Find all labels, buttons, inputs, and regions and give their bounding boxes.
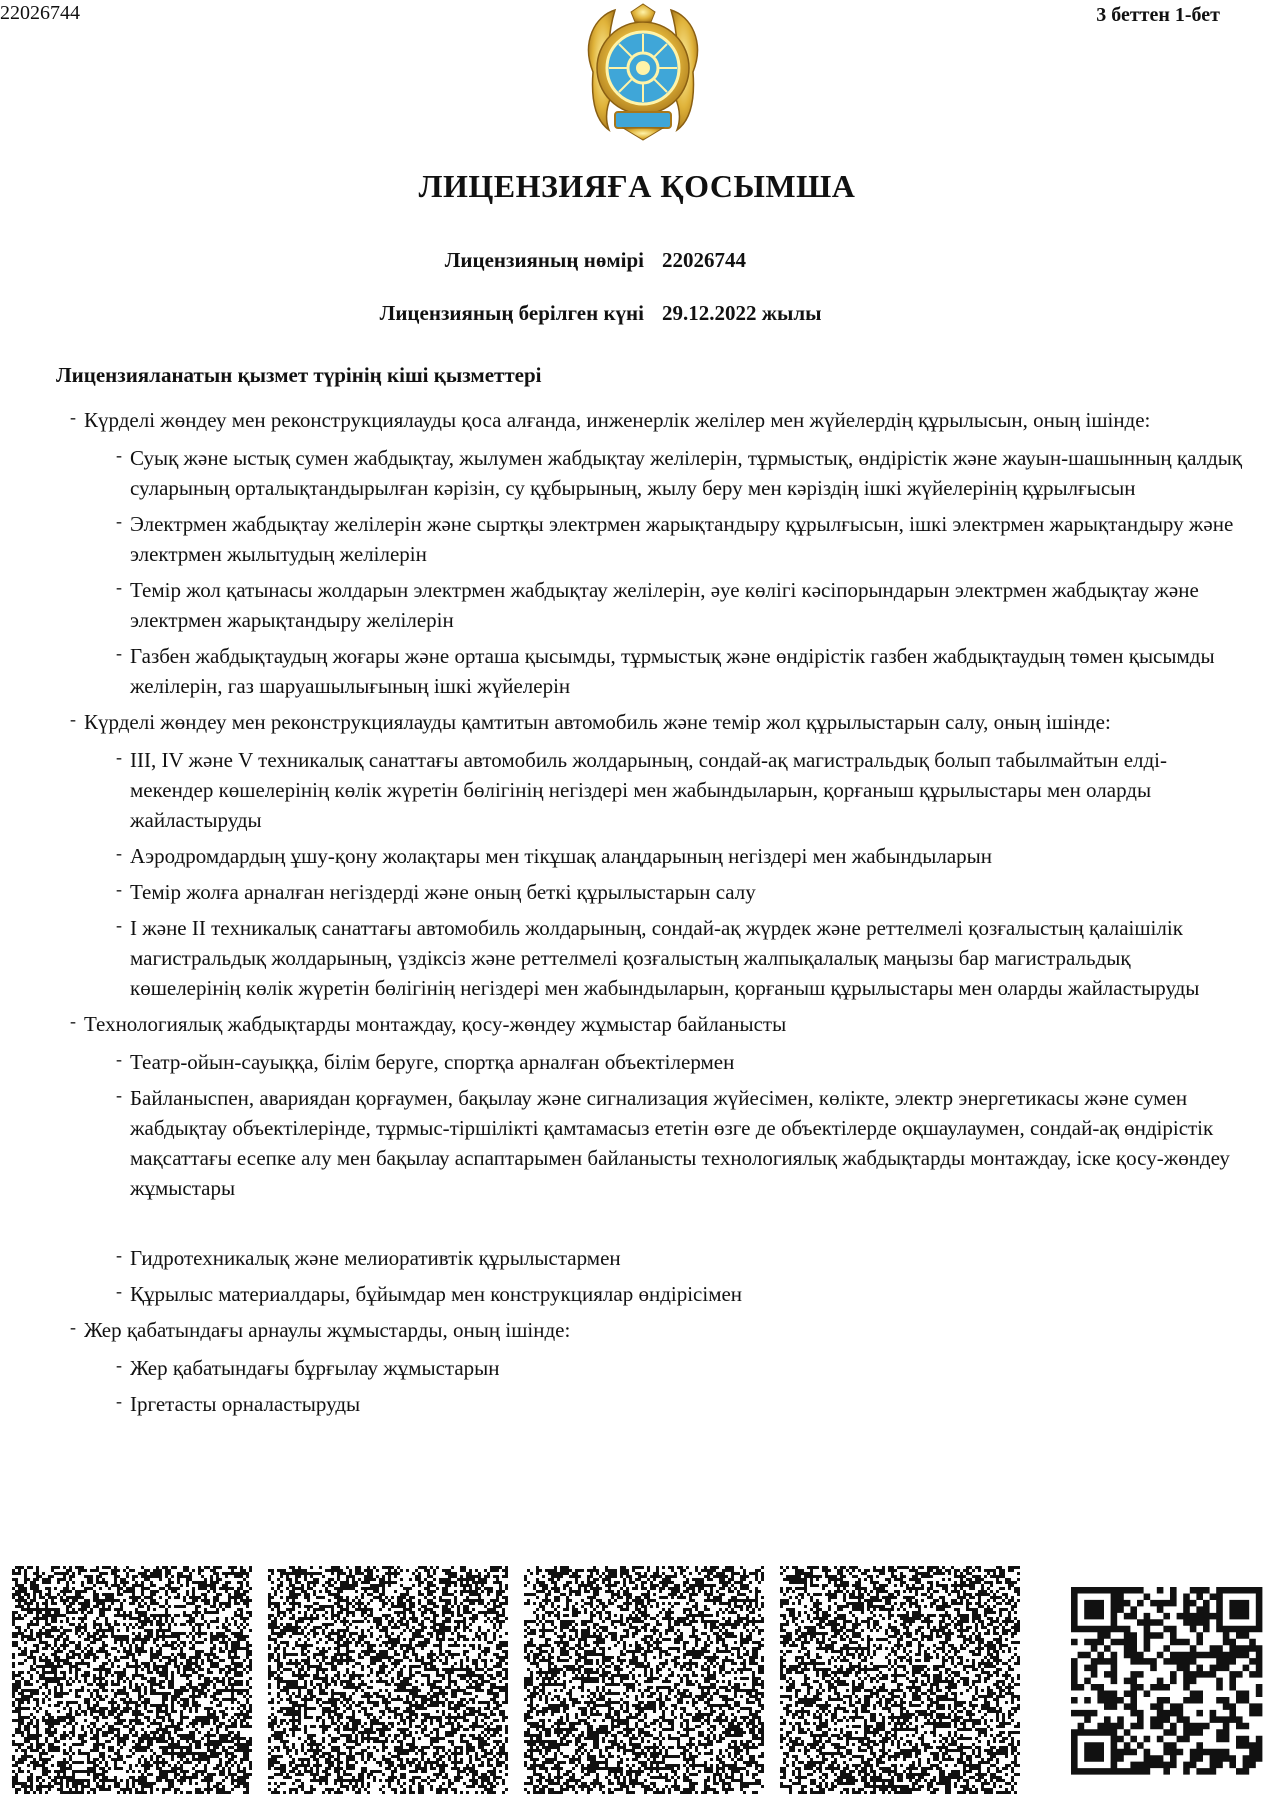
sub-activity-item [0, 641, 1274, 701]
sub-activity-item [0, 841, 1274, 871]
list-dash: - [116, 1049, 122, 1069]
section-heading: Лицензияланатын қызмет түрінің кіші қызметтері [56, 363, 542, 387]
sub-activity-item [0, 745, 1274, 835]
document-codes [12, 1566, 1262, 1796]
document-title: ЛИЦЕНЗИЯҒА ҚОСЫМША [418, 168, 856, 204]
sub-activity-item [0, 1047, 1274, 1077]
list-dash: - [116, 643, 122, 663]
list-dash: - [116, 1355, 122, 1375]
list-spacer [0, 1209, 1274, 1243]
activity-text: Құрылыс материалдары, бұйымдар мен конструкциялар өндірісімен [130, 1282, 743, 1306]
list-dash: - [70, 407, 76, 427]
activity-text: Темір жолға арналған негіздерді және оның беткі құрылыстарын салу [130, 880, 756, 904]
sub-activity-item [0, 1279, 1274, 1309]
sub-activity-item [0, 575, 1274, 635]
activity-text: Байланыспен, авариядан қорғаумен, бақылау және сигнализация жүйесімен, көлікте, электр энергетикасы және сумен жабдықтау объектілерінде, тұрмыс-тіршілікті қамтамасыз ететін өзге де объектілерде оқшаулаумен, сондай-ақ өндірістік мақсаттағы есепке алу мен бақылау аспаптарымен байланысты технологиялық жабдықтарды монтаждау, іске қосу-жөндеу жұмыстары [130, 1086, 1230, 1200]
activity-item [0, 707, 1274, 737]
list-dash: - [70, 709, 76, 729]
activity-text: Суық және ыстық сумен жабдықтау, жылумен жабдықтау желілерін, тұрмыстық, өндірістік және жауын-шашынның қалдық суларының орталықтандырылған кәрізін, су құбырының, жылу беру мен кәріздің ішкі жүйелерінің құрылғысын [130, 446, 1243, 500]
license-date-row [0, 301, 1274, 331]
activity-text: Аэродромдардың ұшу-қону жолақтары мен тікұшақ алаңдарының негіздері мен жабындыларын [130, 844, 993, 868]
activity-text: Жер қабатындағы арнаулы жұмыстарды, оның ішінде: [84, 1318, 571, 1342]
barcode-icon [780, 1566, 1020, 1796]
sub-activity-item [0, 877, 1274, 907]
activity-text: Технологиялық жабдықтарды монтаждау, қосу-жөндеу жұмыстар байланысты [84, 1012, 787, 1036]
sub-activity-item [0, 1083, 1274, 1203]
activity-text: Театр-ойын-сауыққа, білім беруге, спортқа арналған объектілермен [130, 1050, 735, 1074]
activity-item [0, 1315, 1274, 1345]
list-dash: - [116, 747, 122, 767]
activity-text: Іргетасты орналастыруды [130, 1392, 361, 1416]
activity-text: III, IV және V техникалық санаттағы автомобиль жолдарының, сондай-ақ магистральдық болып табылмайтын елді-мекендер көшелерінің көлік жүретін бөлігінің негіздері мен жабындыларын, қорғаныш құрылыстары мен оларды жайластыруды [130, 748, 1168, 832]
state-emblem-icon [575, 2, 711, 142]
license-number-row [0, 248, 1274, 278]
activity-text: Темір жол қатынасы жолдарын электрмен жабдықтау желілерін, әуе көлігі кәсіпорындарын электрмен жабдықтау және электрмен жарықтандыру желілерін [130, 578, 1199, 632]
barcode-icon [268, 1566, 508, 1796]
sub-activity-item [0, 1353, 1274, 1383]
page-label: 3 беттен 1-бет [1096, 4, 1220, 26]
list-dash: - [116, 879, 122, 899]
list-dash: - [116, 1245, 122, 1265]
list-dash: - [70, 1011, 76, 1031]
activity-text: Күрделі жөндеу мен реконструкциялауды қамтитын автомобиль және темір жол құрылыстарын салу, оның ішінде: [84, 710, 1111, 734]
activity-text: I және II техникалық санаттағы автомобиль жолдарының, сондай-ақ жүрдек және реттелмелі қозғалыстың қалаішілік магистральдық жолдарының, үздіксіз және реттелмелі қозғалыстың жалпықалалық маңызы бар магистральдық көшелерінің көлік жүретін бөлігінің негіздері мен жабындыларын, қорғаныш құрылыстары мен оларды жайластыруды [130, 916, 1200, 1000]
sub-activity-item [0, 913, 1274, 1003]
activity-item [0, 1009, 1274, 1039]
list-dash: - [116, 843, 122, 863]
license-number-value: 22026744 [662, 248, 746, 272]
license-date-label: Лицензияның берілген күні [379, 301, 644, 325]
barcode-icon [524, 1566, 764, 1796]
list-dash: - [116, 511, 122, 531]
license-number-label: Лицензияның нөмірі [444, 248, 644, 272]
qr-code-icon [1071, 1587, 1267, 1777]
activity-text: Гидротехникалық және мелиоративтік құрылыстармен [130, 1246, 621, 1270]
activity-text: Газбен жабдықтаудың жоғары және орташа қысымды, тұрмыстық және өндірістік газбен жабдықтаудың төмен қысымды желілерін, газ шаруашылығының ішкі жүйелерін [130, 644, 1215, 698]
list-dash: - [70, 1317, 76, 1337]
document-number: 22026744 [0, 2, 80, 24]
list-dash: - [116, 1085, 122, 1105]
activity-list [0, 405, 1274, 1425]
list-dash: - [116, 445, 122, 465]
activity-text: Жер қабатындағы бұрғылау жұмыстарын [130, 1356, 500, 1380]
activity-item [0, 405, 1274, 435]
sub-activity-item [0, 509, 1274, 569]
license-date-value: 29.12.2022 жылы [662, 301, 822, 325]
list-dash: - [116, 577, 122, 597]
list-dash: - [116, 1391, 122, 1411]
sub-activity-item [0, 443, 1274, 503]
activity-text: Күрделі жөндеу мен реконструкциялауды қоса алғанда, инженерлік желілер мен жүйелердің құрылысын, оның ішінде: [84, 408, 1151, 432]
sub-activity-item [0, 1243, 1274, 1273]
activity-text: Электрмен жабдықтау желілерін және сыртқы электрмен жарықтандыру құрылғысын, ішкі электрмен жарықтандыру және электрмен жылытудың желілерін [130, 512, 1234, 566]
list-dash: - [116, 915, 122, 935]
sub-activity-item [0, 1389, 1274, 1419]
barcode-icon [12, 1566, 252, 1796]
list-dash: - [116, 1281, 122, 1301]
